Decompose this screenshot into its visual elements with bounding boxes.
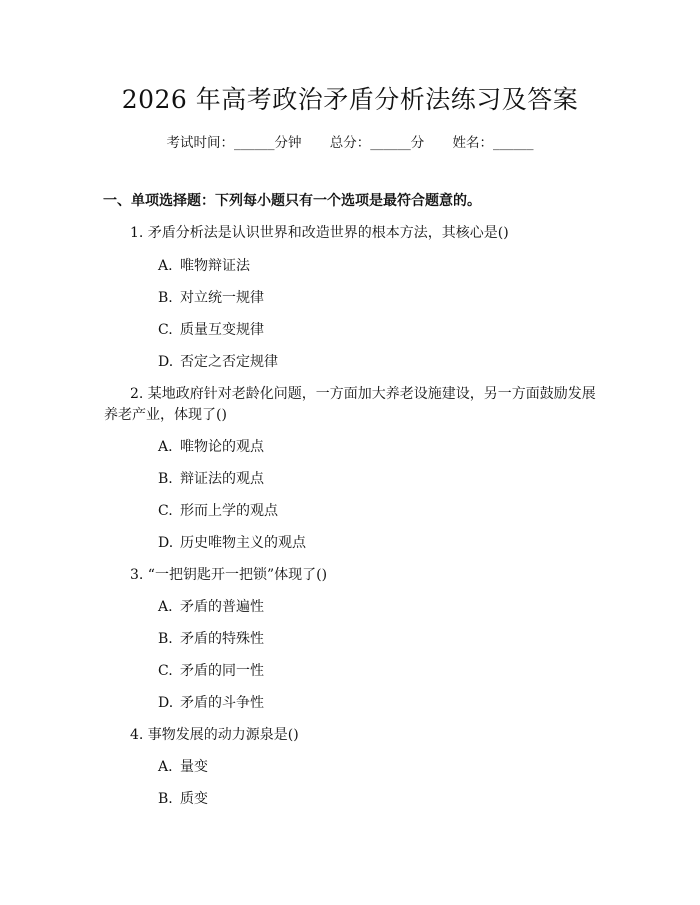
option-text: 唯物论的观点 [180, 439, 264, 455]
page-title: 2026 年高考政治矛盾分析法练习及答案 [121, 85, 579, 114]
question-3-option-b [158, 628, 264, 648]
option-text: 矛盾的特殊性 [180, 631, 264, 647]
question-2: 2. 某地政府针对老龄化问题，一方面加大养老设施建设，另一方面鼓励发展 [130, 386, 596, 402]
student-name: 姓名：______ [452, 135, 534, 151]
option-letter: B. [158, 791, 173, 807]
option-text: 否定之否定规律 [180, 354, 278, 370]
option-text: 唯物辩证法 [180, 258, 250, 274]
option-letter: A. [158, 439, 173, 455]
option-letter: C. [158, 322, 173, 338]
option-text: 历史唯物主义的观点 [180, 535, 306, 551]
question-2-option-d [158, 532, 306, 552]
option-text: 矛盾的同一性 [180, 663, 264, 679]
question-1-option-a [158, 255, 250, 275]
question-4: 4. 事物发展的动力源泉是() [130, 727, 299, 743]
option-text: 质量互变规律 [180, 322, 264, 338]
question-1-option-b [158, 287, 264, 307]
option-letter: B. [158, 631, 173, 647]
section-heading: 一、单项选择题：下列每小题只有一个选项是最符合题意的。 [103, 193, 481, 209]
option-text: 形而上学的观点 [180, 503, 278, 519]
question-2-option-b [158, 468, 264, 488]
question-1-option-c [158, 319, 264, 339]
question-1-option-d [158, 351, 278, 371]
option-letter: A. [158, 599, 173, 615]
question-1: 1. 矛盾分析法是认识世界和改造世界的根本方法，其核心是() [130, 225, 509, 241]
question-3-option-a [158, 596, 264, 616]
option-letter: D. [158, 535, 174, 551]
option-letter: B. [158, 471, 173, 487]
option-text: 矛盾的普遍性 [180, 599, 264, 615]
question-2-continued: 养老产业，体现了() [104, 407, 227, 423]
option-letter: D. [158, 695, 174, 711]
question-2-option-a [158, 436, 264, 456]
question-3-option-c [158, 660, 264, 680]
question-3: 3. “一把钥匙开一把锁”体现了() [130, 567, 328, 583]
option-text: 矛盾的斗争性 [180, 695, 264, 711]
exam-score: 总分：______分 [329, 135, 425, 151]
question-4-option-a [158, 756, 208, 776]
question-4-option-b [158, 788, 208, 808]
exam-time: 考试时间：______分钟 [166, 135, 302, 151]
option-text: 量变 [180, 759, 208, 775]
option-text: 辩证法的观点 [180, 471, 264, 487]
option-letter: B. [158, 290, 173, 306]
option-text: 对立统一规律 [180, 290, 264, 306]
option-text: 质变 [180, 791, 208, 807]
option-letter: A. [158, 258, 173, 274]
exam-meta [0, 131, 700, 151]
option-letter: A. [158, 759, 173, 775]
option-letter: C. [158, 503, 173, 519]
question-3-option-d [158, 692, 264, 712]
option-letter: C. [158, 663, 173, 679]
option-letter: D. [158, 354, 174, 370]
question-2-option-c [158, 500, 278, 520]
